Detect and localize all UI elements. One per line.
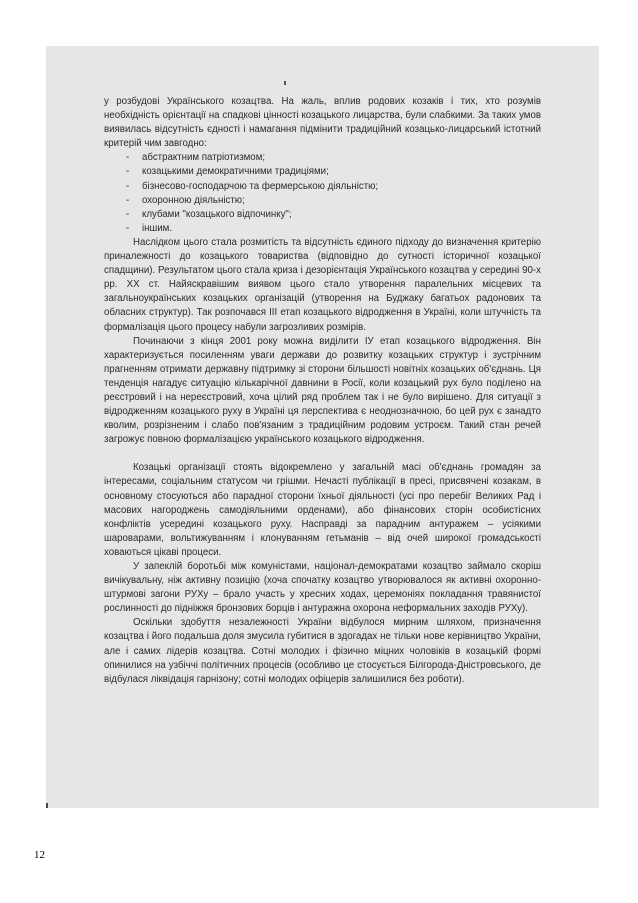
list-item: - бізнесово-господарчою та фермерською діяльністю; [126, 180, 541, 194]
paragraph: Починаючи з кінця 2001 року можна виділити IУ етап козацького відродження. Він характеризується посиленням уваги держави до розвитку козацьких структур і зустрічним прагненням отримати державну підтримку зі сторони більшості новітніх козацьких об'єднань. Ця тенденція нагадує ситуацію кількарічної давнини в Росії, коли козацький рух було поділено на реєстровий і на нереєстровий, хоча цілий ряд проблем так і не було вирішено. Для ситуації з відродженням козацького руху в Україні ця перспектива є неоднозначною, бо цей рух є занадто кволим, розрізненим і слабо пов'язаним з традиційним родовим устроєм. Такий стан речей загрожує повною формалізацією українського козацького відродження. [104, 335, 541, 446]
list-item: - клубами "козацького відпочинку"; [126, 208, 541, 222]
scan-artifact-mark [284, 81, 286, 85]
paragraph: У запеклій боротьбі між комуністами, націонал-демократами козацтво займало скоріш вичікувальну, ніж активну позицію (хоча спочатку козацтво утворювалося як активні охоронно-штурмові загони РУХу – брало участь у хресних ходах, церемоніях покладання травянистої рослинності до підніжжя бронзових борців і антуражна охорона неформальних заходів РУХу). [104, 561, 541, 615]
paragraph: у розбудові Українського козацтва. На жаль, вплив родових козаків і тих, хто розумів необхідність орієнтації на спадкові цінності козацького лицарства, були слабкими. За таких умов виявилась відсутність єдності і намагання підмінити традиційний козацько-лицарський істотний критерій чим завгодно: [104, 96, 541, 150]
scan-artifact-mark [46, 803, 48, 808]
paragraph-spacer [104, 447, 541, 461]
page-number: 12 [34, 849, 45, 861]
list-item: - козацькими демократичними традиціями; [126, 165, 541, 179]
paragraph: Козацькі організації стоять відокремлено у загальній масі об'єднань громадян за інтересами, соціальним статусом чи грішми. Нечасті публікації в пресі, присвячені козакам, в основному стосуються або парадної сторони їхньої діяльності (усі про перебіг Великих Рад і масових нагороджень самодіяльними орденами), або фінансових сторін особистісних конфліктів усередині козацького руху. Насправді за парадним антуражем – усіякими шароварами, вольтижуванням і клонуванням гетьманів – від очей широкої громадськості ховаються цікаві процеси. [104, 462, 541, 558]
list-item: - абстрактним патріотизмом; [126, 151, 541, 165]
list-item: - іншим. [126, 222, 541, 236]
paragraph: Наслідком цього стала розмитість та відсутність єдиного підходу до визначення критерію приналежності до козацького товариства (відповідно до сутності історичної козацької спадщини). Результатом цього стала криза і дезорієнтація Українського козацтва у середині 90-х рр. ХХ ст. Найяскравішим виявом цього стало утворення паралельних місцевих та загальноукраїнських козацьких організацій (утворення на Буджаку багатьох радонових та обласних структур). Так розпочався III етап козацького відродження в Україні, коли штучність та формалізація цього процесу набули загрозливих розмірів. [104, 236, 541, 333]
list-item: - охоронною діяльністю; [126, 194, 541, 208]
criteria-list [104, 151, 541, 236]
document-body [104, 95, 541, 687]
paragraph: Оскільки здобуття незалежності України відбулося мирним шляхом, призначення козацтва і його подальша доля змусила губитися в здогадах не тільки нове керівництво України, але і самих лідерів козацтва. Сотні молодих і фізично міцних чоловіків в козацькій формі опинилися на узбіччі політичних процесів (особливо це стосується Білгорода-Дністровського, де відбулася ліквідація гарнізону; сотні молодих офіцерів залишилися без роботи). [104, 617, 541, 685]
scanned-page [46, 46, 599, 808]
